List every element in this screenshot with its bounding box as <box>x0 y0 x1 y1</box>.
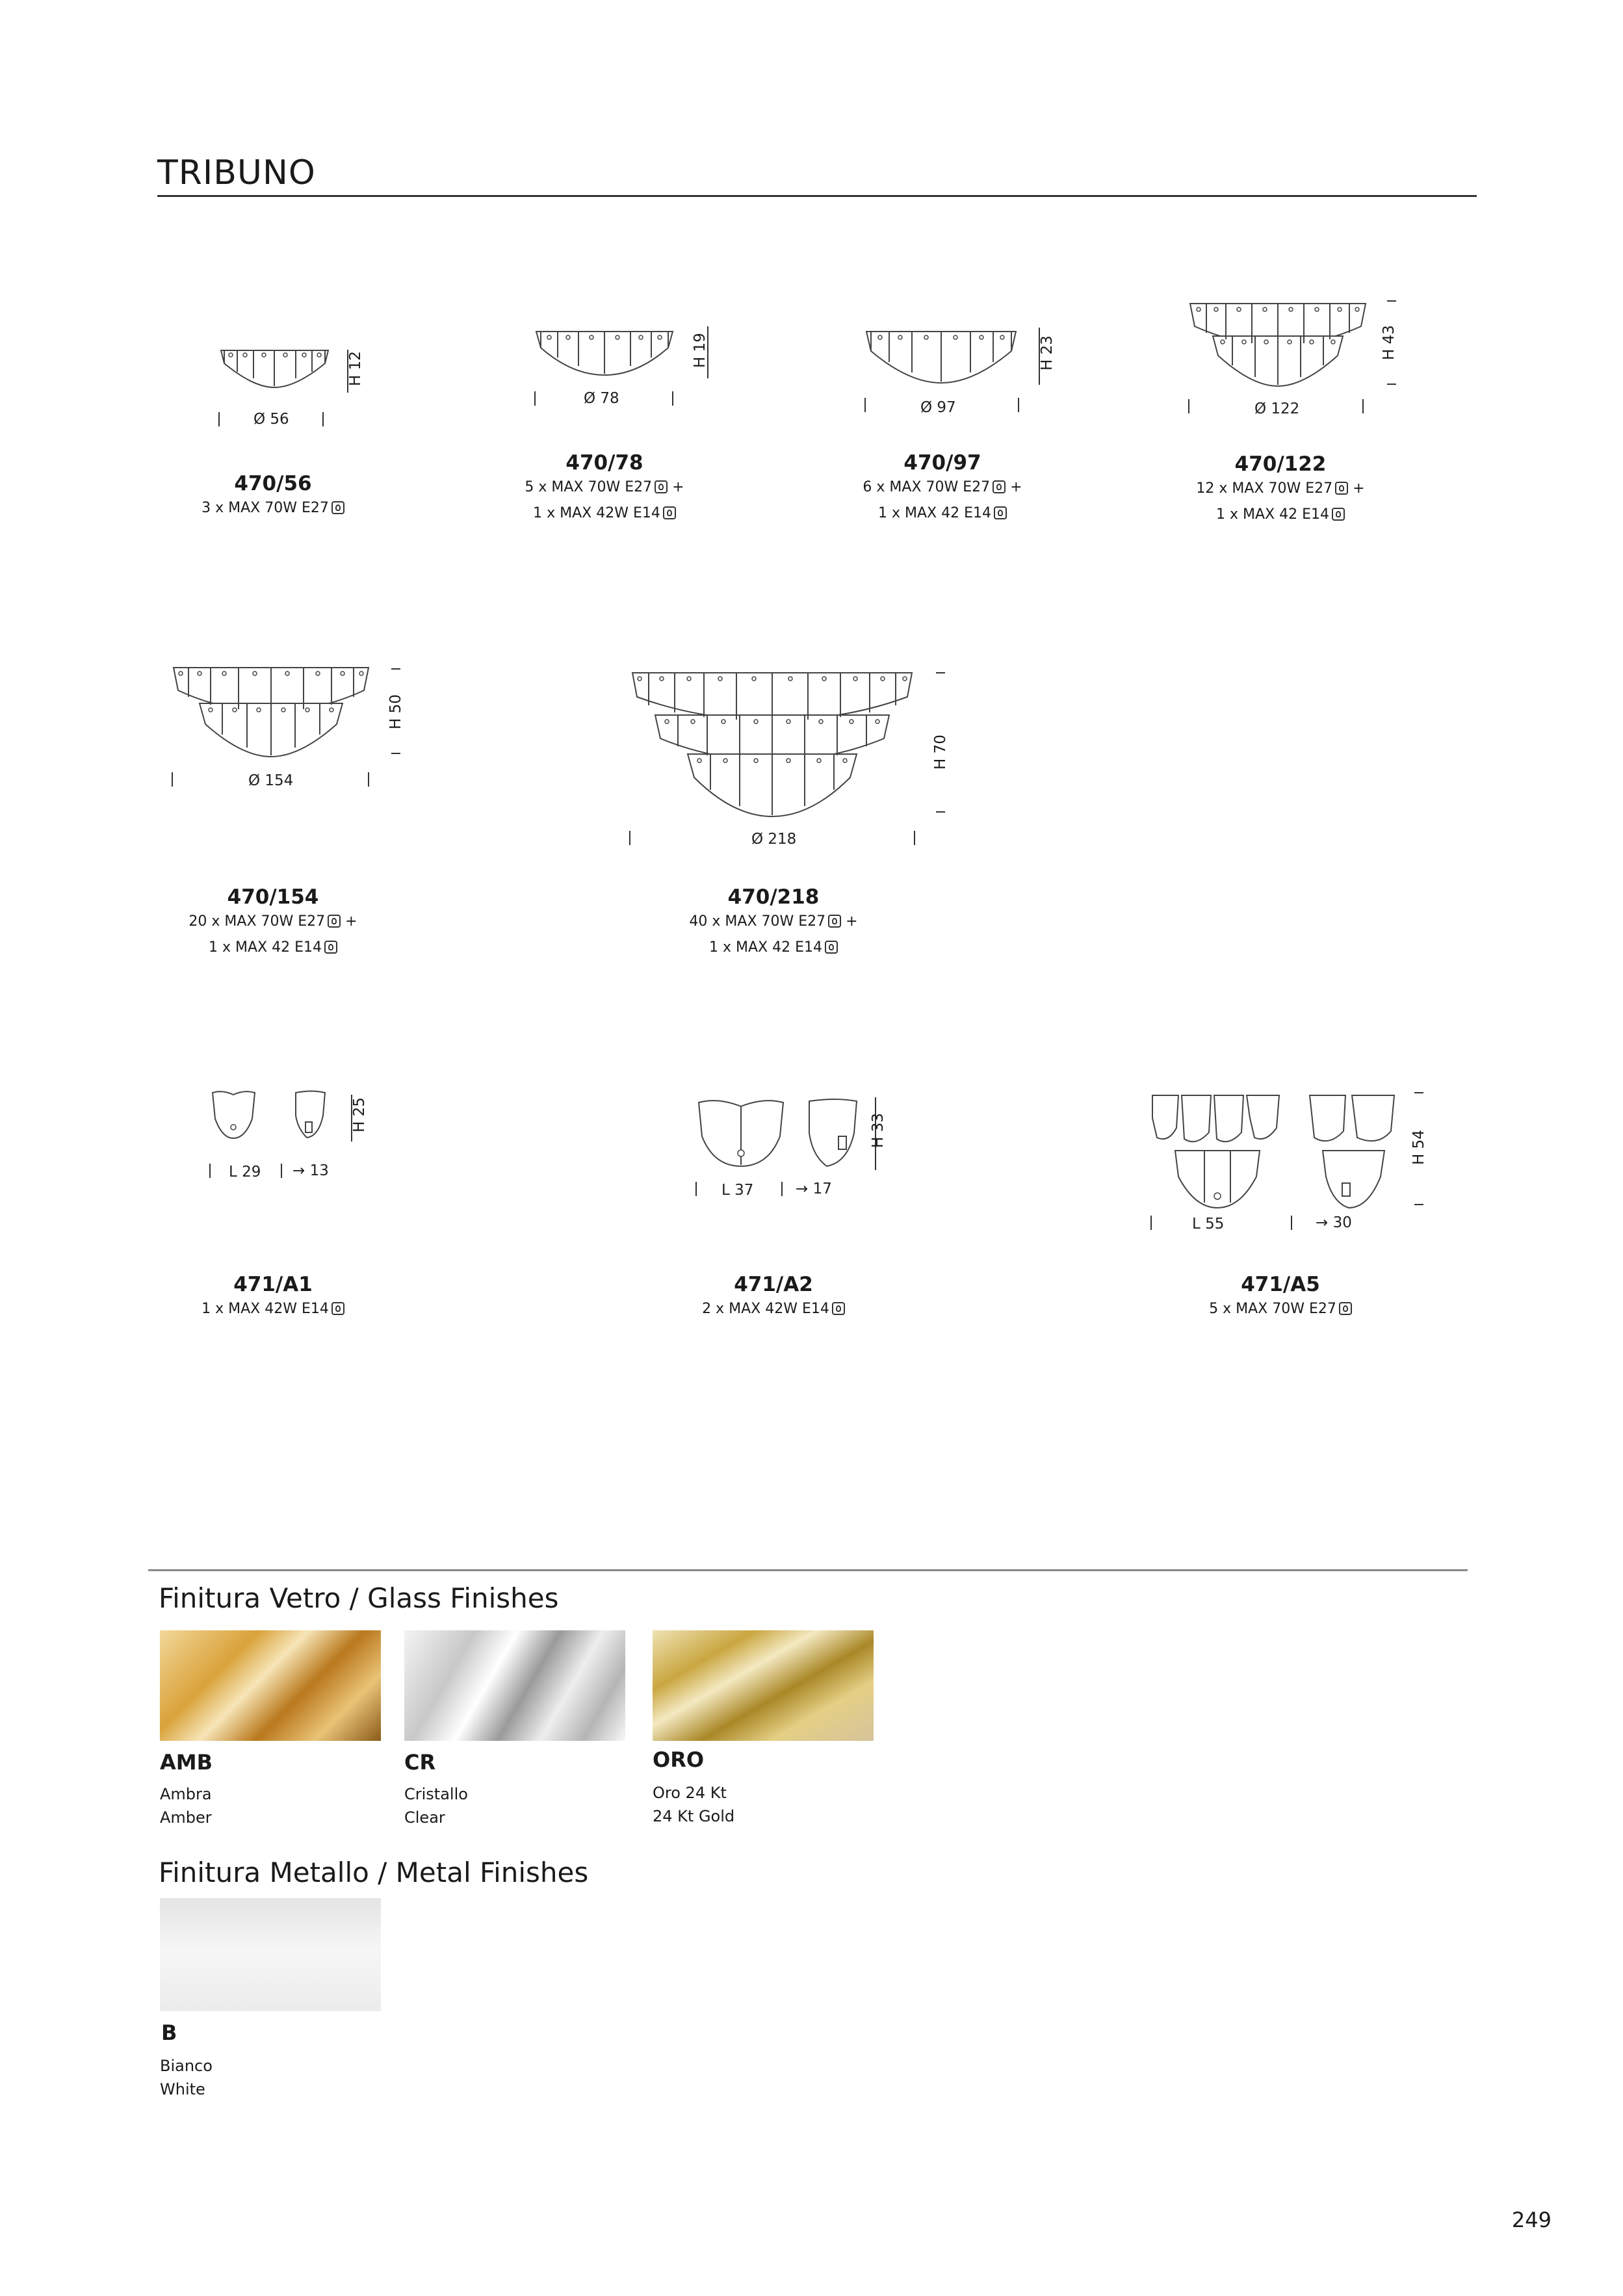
lamp-drawing-470-78 <box>533 328 676 380</box>
height-label: H 50 <box>387 694 404 729</box>
finish-name-en: 24 Kt Gold <box>653 1807 735 1825</box>
product-spec-2: 1 x MAX 42 E14 <box>149 935 396 961</box>
product-code: 470/122 <box>1234 452 1327 476</box>
product-spec: 12 x MAX 70W E27 + <box>1196 480 1365 497</box>
height-label: H 12 <box>347 351 364 386</box>
finish-name-it: Oro 24 Kt <box>653 1784 727 1802</box>
bulb-icon <box>825 941 838 954</box>
finish-code: B <box>161 2020 177 2045</box>
product-spec: 40 x MAX 70W E27 + <box>689 913 858 930</box>
lamp-drawing-471-A2-side <box>806 1097 859 1170</box>
product-spec: 1 x MAX 42W E14 <box>149 1296 396 1322</box>
finish-code: CR <box>404 1750 436 1775</box>
diameter-label: Ø 122 <box>1254 400 1300 417</box>
finish-code: ORO <box>653 1747 705 1772</box>
product-code: 470/97 <box>903 451 981 475</box>
height-label: H 19 <box>692 333 708 368</box>
diameter-label: Ø 56 <box>253 411 289 428</box>
title-divider <box>157 195 1477 197</box>
arrow-right-icon: → <box>796 1181 809 1197</box>
product-code: 471/A2 <box>734 1273 813 1296</box>
bulb-icon <box>832 1302 845 1315</box>
product-code: 470/56 <box>234 472 312 495</box>
finish-code: AMB <box>160 1750 213 1775</box>
lamp-drawing-471-A1-side <box>292 1089 328 1141</box>
lamp-drawing-470-56 <box>218 347 331 393</box>
bulb-icon <box>1332 508 1345 521</box>
lamp-drawing-470-154 <box>170 664 372 762</box>
lamp-drawing-471-A1-front <box>209 1089 258 1141</box>
arrow-right-icon: → <box>1316 1214 1329 1231</box>
height-label: H 23 <box>1039 335 1056 371</box>
product-spec-2: 1 x MAX 42 E14 <box>650 935 897 961</box>
bulb-icon <box>994 506 1007 519</box>
length-label: L 55 <box>1192 1216 1225 1233</box>
amber-swatch <box>160 1630 381 1741</box>
lamp-drawing-470-218 <box>629 670 915 820</box>
bulb-icon <box>993 480 1006 493</box>
product-code: 470/218 <box>727 885 820 909</box>
clear-swatch <box>404 1630 625 1741</box>
diameter-label: Ø 218 <box>751 831 797 848</box>
page-number: 249 <box>1511 2208 1552 2232</box>
finish-name-en: Amber <box>160 1808 212 1827</box>
height-label: H 43 <box>1381 325 1397 360</box>
product-spec: 2 x MAX 42W E14 <box>650 1296 897 1322</box>
finish-name-en: Clear <box>404 1808 445 1827</box>
finish-name-en: White <box>160 2080 205 2098</box>
depth-label: → 30 <box>1316 1214 1352 1231</box>
metal-finishes-title: Finitura Metallo / Metal Finishes <box>159 1857 589 1888</box>
gold-swatch <box>653 1630 874 1741</box>
bulb-icon <box>324 941 337 954</box>
height-label: H 70 <box>932 735 949 770</box>
product-spec-2: 1 x MAX 42W E14 <box>481 501 728 527</box>
bulb-icon <box>663 506 676 519</box>
diameter-label: Ø 154 <box>248 772 294 789</box>
depth-label: → 13 <box>292 1162 329 1179</box>
diameter-label: Ø 97 <box>920 399 956 416</box>
finish-name-it: Cristallo <box>404 1785 468 1803</box>
product-spec-2: 1 x MAX 42 E14 <box>819 501 1066 527</box>
product-spec: 5 x MAX 70W E27 <box>1157 1296 1404 1322</box>
length-label: L 29 <box>229 1164 261 1181</box>
page-title: TRIBUNO <box>157 153 316 192</box>
product-code: 471/A1 <box>233 1273 313 1296</box>
bulb-icon <box>331 501 344 514</box>
finishes-divider <box>148 1569 1468 1571</box>
finish-name-it: Bianco <box>160 2057 213 2075</box>
product-spec: 20 x MAX 70W E27 + <box>188 913 357 930</box>
bulb-icon <box>331 1302 344 1315</box>
product-spec: 5 x MAX 70W E27 + <box>525 479 684 495</box>
height-label: H 33 <box>870 1113 887 1148</box>
product-code: 470/78 <box>565 451 643 475</box>
diameter-label: Ø 78 <box>584 390 619 407</box>
glass-finishes-title: Finitura Vetro / Glass Finishes <box>159 1582 559 1614</box>
product-spec: 3 x MAX 70W E27 <box>156 495 390 521</box>
bulb-icon <box>655 480 668 493</box>
bulb-icon <box>328 915 341 928</box>
finish-name-it: Ambra <box>160 1785 212 1803</box>
depth-label: → 17 <box>796 1181 832 1197</box>
height-label: H 25 <box>351 1097 368 1132</box>
lamp-drawing-470-122 <box>1187 300 1369 391</box>
lamp-drawing-471-A5-front <box>1149 1092 1286 1210</box>
lamp-drawing-471-A5-side <box>1306 1092 1397 1210</box>
white-swatch <box>160 1898 381 2011</box>
length-label: L 37 <box>721 1182 754 1199</box>
product-spec: 6 x MAX 70W E27 + <box>863 479 1022 495</box>
bulb-icon <box>1339 1302 1352 1315</box>
product-code: 471/A5 <box>1241 1273 1320 1296</box>
bulb-icon <box>1335 482 1348 495</box>
bulb-icon <box>828 915 841 928</box>
lamp-drawing-471-A2-front <box>695 1097 786 1170</box>
product-code: 470/154 <box>227 885 319 909</box>
arrow-right-icon: → <box>292 1162 305 1179</box>
lamp-drawing-470-97 <box>863 328 1019 387</box>
product-spec-2: 1 x MAX 42 E14 <box>1157 502 1404 528</box>
height-label: H 54 <box>1410 1130 1427 1165</box>
